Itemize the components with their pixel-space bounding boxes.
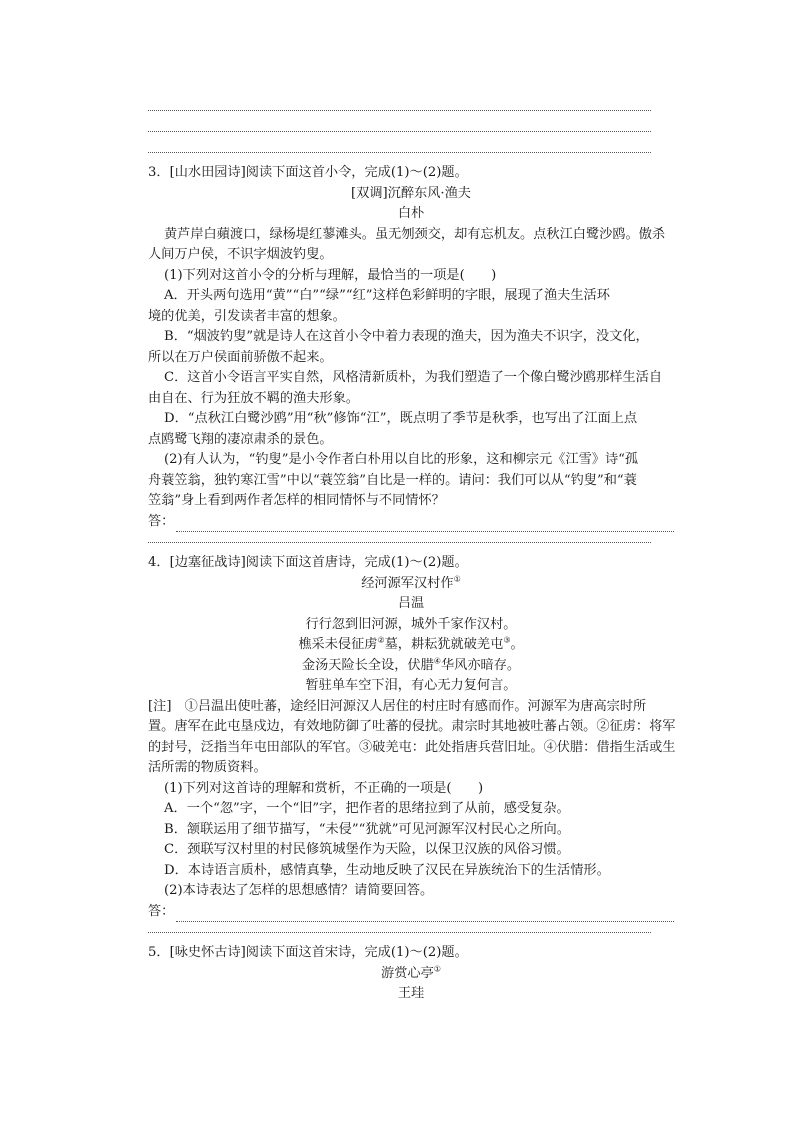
footnote-marker: ③ — [503, 635, 511, 645]
option-c: C．这首小令语言平实自然，风格清新质朴，为我们塑造了一个像白鹭沙鸥那样生活自 — [164, 370, 663, 385]
option-a-cont: 境的优美，引发读者丰富的想象。 — [148, 308, 346, 324]
footnote-marker: ④ — [433, 656, 441, 666]
poem-title — [148, 574, 674, 595]
footnote-marker: ② — [377, 635, 385, 645]
option-d: D．本诗语言质朴，感情真挚，生动地反映了汉民在异族统治下的生活情形。 — [164, 862, 610, 878]
sub-question-1: (1)下列对这首诗的理解和赏析，不正确的一项是( ) — [164, 780, 484, 796]
answer-field[interactable] — [148, 902, 674, 923]
sub-question-2-cont: 舟蓑笠翁，独钓寒江雪”中以“蓑笠翁”自比是一样的。请问：我们可以从“钓叟”和“蓑 — [148, 472, 637, 488]
poem-title-text: 经河源军汉村作 — [361, 575, 454, 591]
answer-label: 答： — [148, 903, 175, 919]
answer-line — [148, 532, 651, 543]
sub-question-2: (2)本诗表达了怎样的思想感情？请简要回答。 — [164, 883, 434, 898]
footnote-marker: ① — [433, 964, 441, 974]
answer-line — [148, 100, 651, 111]
poem-text: 墓，耕耘犹就破羌屯 — [384, 637, 504, 652]
poem-text: 金汤天险长全设，伏腊 — [301, 657, 434, 673]
question-4-header: 4．[边塞征战诗]阅读下面这首唐诗，完成(1)～(2)题。 — [148, 555, 468, 570]
option-b-cont: 所以在万户侯面前骄傲不起来。 — [148, 349, 333, 365]
note-text: 活所需的物质资料。 — [148, 760, 267, 775]
option-d: D．“点秋江白鹭沙鸥”用“秋”修饰“江”，既点明了季节是秋季，也写出了江面上点 — [164, 411, 638, 426]
option-b: B．颔联运用了细节描写，“未侵”“犹就”可见河源军汉村民心之所向。 — [164, 821, 570, 837]
answer-line — [148, 142, 651, 153]
poem-author: 吕温 — [397, 596, 425, 611]
option-c-cont: 由自在、行为狂放不羁的渔夫形象。 — [148, 390, 359, 406]
answer-line — [148, 922, 651, 933]
answer-line — [148, 121, 651, 132]
option-b: B．“烟波钓叟”就是诗人在这首小令中着力表现的渔夫，因为渔夫不识字，没文化， — [164, 329, 649, 344]
sub-question-2: (2)有人认为，“钓叟”是小令作者白朴用以自比的形象，这和柳宗元《江雪》诗“孤 — [164, 452, 639, 467]
answer-label: 答： — [148, 513, 175, 529]
question-5-header: 5．[咏史怀古诗]阅读下面这首宋诗，完成(1)～(2)题。 — [148, 945, 468, 960]
option-c: C．颈联写汉村里的村民修筑城堡作为天险，以保卫汉族的风俗习惯。 — [164, 842, 570, 857]
poem-line — [148, 635, 674, 656]
poem-author: 王珪 — [397, 986, 425, 1001]
option-a: A．一个“忽”字，一个“旧”字，把作者的思绪拉到了从前，感受复杂。 — [164, 801, 570, 816]
poem-text: 人间万户侯，不识字烟波钓叟。 — [148, 247, 333, 262]
poem-author: 白朴 — [397, 206, 425, 221]
footnote-marker: ① — [453, 574, 461, 584]
sub-question-1: (1)下列对这首小令的分析与理解，最恰当的一项是( ) — [164, 267, 497, 283]
poem-text: 。 — [510, 637, 524, 652]
document-page — [148, 100, 674, 1005]
poem-text: 黄芦岸白蘋渡口，绿杨堤红蓼滩头。虽无刎颈交，却有忘机友。点秋江白鹭沙鸥。傲杀 — [164, 226, 666, 242]
option-a: A．开头两句选用“黄”“白”“绿”“红”这样色彩鲜明的字眼，展现了渔夫生活环 — [164, 288, 610, 303]
note-text: 的封号，泛指当年屯田部队的军官。③破羌屯：此处指唐兵营旧址。④伏腊：借指生活或生 — [148, 739, 676, 755]
question-3-header: 3．[山水田园诗]阅读下面这首小令，完成(1)～(2)题。 — [148, 165, 468, 180]
answer-line — [176, 909, 674, 922]
poem-title — [148, 964, 674, 985]
poem-text: 樵采未侵征虏 — [298, 637, 378, 652]
poem-title-text: 游赏心亭 — [381, 965, 434, 981]
option-d-cont: 点鸥鹭飞翔的凄凉肃杀的景色。 — [148, 431, 333, 447]
note-text: 置。唐军在此屯垦戍边，有效地防御了吐蕃的侵扰。肃宗时其地被吐蕃占领。②征虏：将军 — [148, 719, 676, 734]
poem-title: [双调]沉醉东风·渔夫 — [351, 185, 471, 201]
note-text: [注] ①吕温出使吐蕃，途经旧河源汉人居住的村庄时有感而作。河源军为唐高宗时所 — [148, 698, 647, 714]
answer-line — [176, 519, 674, 532]
sub-question-2-cont: 笠翁”身上看到两作者怎样的相同情怀与不同情怀？ — [148, 493, 445, 508]
poem-text: 华风亦暗存。 — [440, 657, 521, 673]
poem-line — [148, 656, 674, 677]
poem-line: 暂驻单车空下泪，有心无力复何言。 — [305, 678, 517, 693]
answer-field[interactable] — [148, 512, 674, 533]
poem-line: 行行忽到旧河源，城外千家作汉村。 — [305, 616, 517, 632]
